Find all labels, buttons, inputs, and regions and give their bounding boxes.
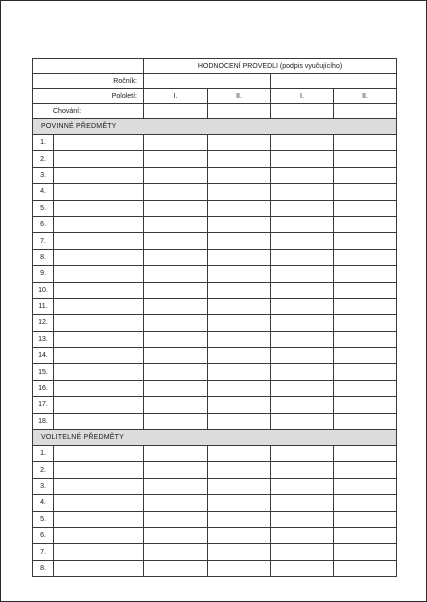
row-number: 5. — [33, 511, 54, 527]
row-number: 6. — [33, 527, 54, 543]
subject-row — [33, 364, 397, 380]
grade-cell[interactable] — [271, 167, 334, 183]
header-row-chovani — [33, 104, 397, 119]
subject-row — [33, 266, 397, 282]
row-number: 7. — [33, 233, 54, 249]
subject-name-cell[interactable] — [54, 397, 144, 413]
chovani-cell[interactable] — [271, 104, 334, 119]
grade-cell[interactable] — [144, 298, 208, 314]
grade-cell[interactable] — [144, 249, 208, 265]
grade-cell[interactable] — [208, 348, 271, 364]
grade-cell[interactable] — [334, 348, 397, 364]
row-number: 2. — [33, 462, 54, 478]
grade-cell[interactable] — [144, 200, 208, 216]
grade-cell[interactable] — [334, 266, 397, 282]
grade-table — [32, 58, 397, 577]
grade-cell[interactable] — [208, 298, 271, 314]
row-number: 18. — [33, 413, 54, 429]
term-label: I. — [144, 89, 208, 104]
chovani-cell[interactable] — [334, 104, 397, 119]
grade-cell[interactable] — [208, 167, 271, 183]
row-number: 9. — [33, 266, 54, 282]
grade-cell[interactable] — [208, 446, 271, 462]
row-number: 8. — [33, 560, 54, 576]
subject-name-cell[interactable] — [54, 380, 144, 396]
row-number: 4. — [33, 184, 54, 200]
chovani-cell[interactable] — [144, 104, 208, 119]
subject-row — [33, 397, 397, 413]
grade-cell[interactable] — [271, 266, 334, 282]
row-number: 2. — [33, 151, 54, 167]
subject-name-cell[interactable] — [54, 462, 144, 478]
subject-row — [33, 478, 397, 494]
header-row-title — [33, 59, 397, 74]
subject-row — [33, 216, 397, 232]
subject-name-cell[interactable] — [54, 249, 144, 265]
grade-cell[interactable] — [144, 397, 208, 413]
grade-cell[interactable] — [271, 233, 334, 249]
subject-row — [33, 544, 397, 560]
subject-row — [33, 167, 397, 183]
grade-cell[interactable] — [144, 266, 208, 282]
row-number: 11. — [33, 298, 54, 314]
grade-cell[interactable] — [144, 478, 208, 494]
grade-cell[interactable] — [208, 462, 271, 478]
grade-cell[interactable] — [271, 348, 334, 364]
subject-row — [33, 282, 397, 298]
subject-name-cell[interactable] — [54, 184, 144, 200]
grade-cell[interactable] — [208, 315, 271, 331]
row-number: 4. — [33, 495, 54, 511]
row-number: 12. — [33, 315, 54, 331]
grade-cell[interactable] — [271, 216, 334, 232]
subject-name-cell[interactable] — [54, 446, 144, 462]
subject-row — [33, 331, 397, 347]
grade-cell[interactable] — [144, 495, 208, 511]
grade-cell[interactable] — [334, 527, 397, 543]
grade-cell[interactable] — [271, 560, 334, 576]
subject-row — [33, 495, 397, 511]
grade-cell[interactable] — [271, 200, 334, 216]
subject-row — [33, 462, 397, 478]
pololeti-label: Pololetí: — [33, 89, 144, 104]
grade-cell[interactable] — [271, 282, 334, 298]
grade-cell[interactable] — [208, 511, 271, 527]
row-number: 7. — [33, 544, 54, 560]
section-title-povinne: POVINNÉ PŘEDMĚTY — [33, 119, 397, 135]
grade-cell[interactable] — [144, 364, 208, 380]
grade-cell[interactable] — [334, 135, 397, 151]
grade-cell[interactable] — [144, 135, 208, 151]
row-number: 17. — [33, 397, 54, 413]
grade-cell[interactable] — [334, 478, 397, 494]
row-number: 13. — [33, 331, 54, 347]
subject-name-cell[interactable] — [54, 151, 144, 167]
row-number: 1. — [33, 446, 54, 462]
grade-cell[interactable] — [208, 495, 271, 511]
subject-row — [33, 135, 397, 151]
subject-row — [33, 446, 397, 462]
grade-cell[interactable] — [271, 249, 334, 265]
grade-cell[interactable] — [271, 478, 334, 494]
grade-cell[interactable] — [334, 413, 397, 429]
term-label: II. — [334, 89, 397, 104]
grade-cell[interactable] — [271, 151, 334, 167]
header-row-rocnik — [33, 74, 397, 89]
grade-cell[interactable] — [144, 413, 208, 429]
row-number: 3. — [33, 478, 54, 494]
grade-cell[interactable] — [208, 184, 271, 200]
row-number: 5. — [33, 200, 54, 216]
grade-cell[interactable] — [271, 462, 334, 478]
rocnik-label: Ročník: — [33, 74, 144, 89]
section-row-volitelne — [33, 430, 397, 446]
grade-cell[interactable] — [334, 364, 397, 380]
grade-cell[interactable] — [271, 413, 334, 429]
subject-name-cell[interactable] — [54, 364, 144, 380]
grade-cell[interactable] — [208, 282, 271, 298]
grade-cell[interactable] — [144, 216, 208, 232]
grade-cell[interactable] — [334, 200, 397, 216]
subject-row — [33, 380, 397, 396]
subject-name-cell[interactable] — [54, 315, 144, 331]
grade-cell[interactable] — [208, 397, 271, 413]
grade-cell[interactable] — [334, 184, 397, 200]
header-blank-cell — [33, 59, 144, 74]
subject-row — [33, 298, 397, 314]
grade-cell[interactable] — [208, 200, 271, 216]
subject-name-cell[interactable] — [54, 200, 144, 216]
grade-cell[interactable] — [334, 315, 397, 331]
subject-row — [33, 527, 397, 543]
grade-cell[interactable] — [208, 151, 271, 167]
chovani-label: Chování: — [33, 104, 144, 119]
grade-cell[interactable] — [271, 397, 334, 413]
header-row-pololeti — [33, 89, 397, 104]
subject-name-cell[interactable] — [54, 413, 144, 429]
subject-row — [33, 511, 397, 527]
grade-cell[interactable] — [144, 462, 208, 478]
grade-cell[interactable] — [334, 331, 397, 347]
grade-cell[interactable] — [334, 511, 397, 527]
subject-row — [33, 233, 397, 249]
grade-cell[interactable] — [208, 560, 271, 576]
grade-cell[interactable] — [271, 511, 334, 527]
grade-cell[interactable] — [334, 380, 397, 396]
grade-cell[interactable] — [271, 135, 334, 151]
subject-name-cell[interactable] — [54, 560, 144, 576]
evaluation-header: HODNOCENÍ PROVEDLI (podpis vyučujícího) — [144, 59, 397, 74]
row-number: 16. — [33, 380, 54, 396]
grade-cell[interactable] — [271, 331, 334, 347]
row-number: 1. — [33, 135, 54, 151]
subject-row — [33, 200, 397, 216]
subject-name-cell[interactable] — [54, 216, 144, 232]
subject-row — [33, 560, 397, 576]
grade-cell[interactable] — [144, 380, 208, 396]
grade-cell[interactable] — [334, 544, 397, 560]
grade-cell[interactable] — [334, 462, 397, 478]
grade-cell[interactable] — [144, 282, 208, 298]
subject-name-cell[interactable] — [54, 348, 144, 364]
grade-cell[interactable] — [144, 544, 208, 560]
subject-row — [33, 348, 397, 364]
subject-name-cell[interactable] — [54, 167, 144, 183]
grade-cell[interactable] — [208, 249, 271, 265]
grade-cell[interactable] — [334, 397, 397, 413]
term-label: I. — [271, 89, 334, 104]
grade-cell[interactable] — [271, 544, 334, 560]
section-title-volitelne: VOLITELNÉ PŘEDMĚTY — [33, 430, 397, 446]
subject-row — [33, 249, 397, 265]
subject-name-cell[interactable] — [54, 511, 144, 527]
subject-name-cell[interactable] — [54, 544, 144, 560]
rocnik-value-cell-1[interactable] — [144, 74, 271, 89]
grade-cell[interactable] — [208, 544, 271, 560]
grade-cell[interactable] — [144, 151, 208, 167]
row-number: 6. — [33, 216, 54, 232]
row-number: 15. — [33, 364, 54, 380]
grade-cell[interactable] — [271, 364, 334, 380]
subject-row — [33, 413, 397, 429]
grade-cell[interactable] — [144, 527, 208, 543]
subject-name-cell[interactable] — [54, 266, 144, 282]
grade-cell[interactable] — [208, 364, 271, 380]
subject-name-cell[interactable] — [54, 233, 144, 249]
grade-cell[interactable] — [208, 266, 271, 282]
grade-cell[interactable] — [334, 298, 397, 314]
grade-cell[interactable] — [271, 446, 334, 462]
grade-cell[interactable] — [144, 233, 208, 249]
grade-cell[interactable] — [144, 167, 208, 183]
grade-cell[interactable] — [208, 527, 271, 543]
grade-cell[interactable] — [334, 151, 397, 167]
subject-name-cell[interactable] — [54, 527, 144, 543]
grade-cell[interactable] — [271, 380, 334, 396]
grade-cell[interactable] — [334, 167, 397, 183]
subject-row — [33, 315, 397, 331]
term-label: II. — [208, 89, 271, 104]
rocnik-value-cell-2[interactable] — [271, 74, 397, 89]
grade-cell[interactable] — [208, 216, 271, 232]
grade-cell[interactable] — [334, 249, 397, 265]
row-number: 14. — [33, 348, 54, 364]
grade-cell[interactable] — [271, 298, 334, 314]
subject-name-cell[interactable] — [54, 495, 144, 511]
grade-cell[interactable] — [271, 527, 334, 543]
grade-cell[interactable] — [271, 495, 334, 511]
grade-cell[interactable] — [208, 380, 271, 396]
grade-cell[interactable] — [334, 446, 397, 462]
subject-row — [33, 151, 397, 167]
grade-cell[interactable] — [208, 233, 271, 249]
subject-row — [33, 184, 397, 200]
row-number: 8. — [33, 249, 54, 265]
subject-name-cell[interactable] — [54, 298, 144, 314]
subject-name-cell[interactable] — [54, 135, 144, 151]
grade-cell[interactable] — [144, 560, 208, 576]
subject-name-cell[interactable] — [54, 478, 144, 494]
subject-name-cell[interactable] — [54, 331, 144, 347]
grade-cell[interactable] — [144, 446, 208, 462]
subject-name-cell[interactable] — [54, 282, 144, 298]
grade-cell[interactable] — [208, 135, 271, 151]
grade-cell[interactable] — [208, 413, 271, 429]
grade-cell[interactable] — [334, 560, 397, 576]
grade-cell[interactable] — [144, 511, 208, 527]
grade-cell[interactable] — [334, 495, 397, 511]
grade-cell[interactable] — [334, 233, 397, 249]
chovani-cell[interactable] — [208, 104, 271, 119]
grade-cell[interactable] — [334, 216, 397, 232]
row-number: 10. — [33, 282, 54, 298]
grade-cell[interactable] — [271, 315, 334, 331]
grade-cell[interactable] — [144, 184, 208, 200]
grade-cell[interactable] — [144, 315, 208, 331]
grade-cell[interactable] — [271, 184, 334, 200]
grade-cell[interactable] — [144, 348, 208, 364]
grade-cell[interactable] — [208, 478, 271, 494]
row-number: 3. — [33, 167, 54, 183]
section-row-povinne — [33, 119, 397, 135]
grade-cell[interactable] — [208, 331, 271, 347]
grade-cell[interactable] — [334, 282, 397, 298]
grade-cell[interactable] — [144, 331, 208, 347]
